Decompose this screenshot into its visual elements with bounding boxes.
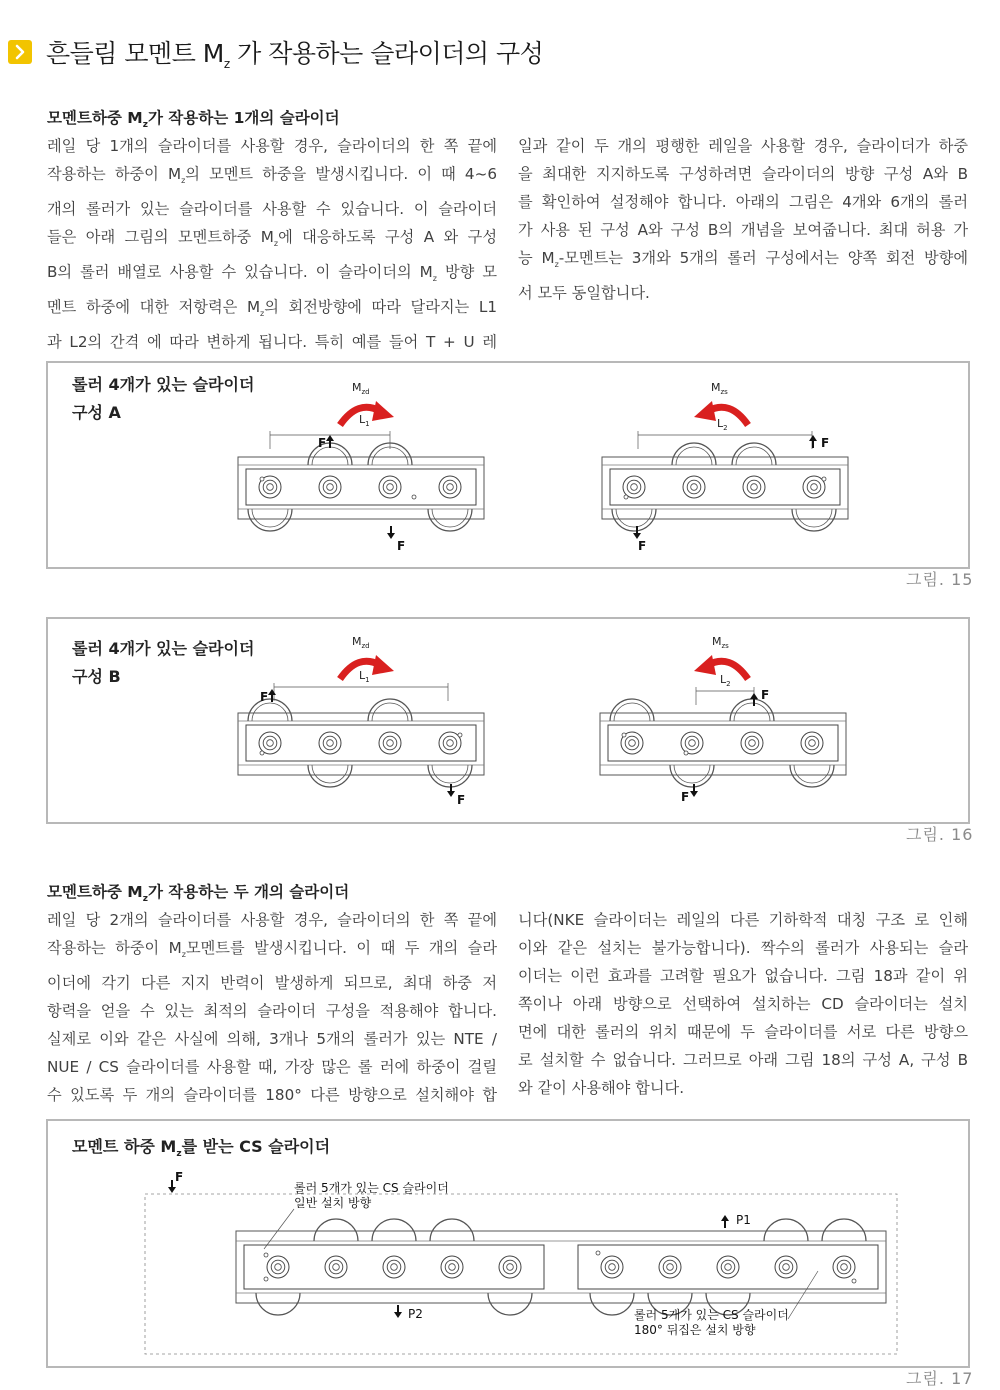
roller-outline (717, 1256, 739, 1278)
force-label: F (638, 539, 647, 553)
figure-15-caption: 그림. 15 (906, 570, 974, 589)
text-line: 들은 아래 그림의 모멘트하중 $M_z$에 대응하도록 구성 A 와 구성 (47, 228, 497, 248)
text-line: 이더는 이런 효과를 고려할 필요가 없습니다. 그림 18과 같이 위 (518, 967, 968, 985)
roller-outline (743, 476, 765, 498)
page-title: 흔들림 모멘트 $M_z$ 가 작용하는 슬라이더의 구성 (46, 39, 544, 71)
force-arrow-up-head (326, 435, 334, 441)
figure-17-frame (46, 1119, 970, 1368)
text-line: 로 설치할 수 없습니다. 그러므로 아래 그림 18의 구성 A, 구성 B (518, 1051, 968, 1069)
roller-outline (325, 1256, 347, 1278)
load-arrow-p1-head (721, 1215, 729, 1221)
roller-outline (833, 1256, 855, 1278)
dimension-label-l1: $L_1$ (359, 413, 370, 428)
roller-outline (741, 732, 763, 754)
text-line: 과 L2의 간격 에 따라 변하게 됩니다. 특히 예를 들어 T + U 레 (47, 333, 497, 351)
figure-16-drawing (48, 619, 968, 822)
force-arrow-up-head (809, 435, 817, 441)
text-line: 면에 대한 롤러의 위치 때문에 두 슬라이더를 서로 다른 방향으 (518, 1023, 968, 1041)
moment-label-mzs: $M_{zs}$ (711, 381, 728, 396)
text-line: 작용하는 하중이 $M_z$모멘트를 발생시킵니다. 이 때 두 개의 슬라 (47, 939, 497, 959)
note-flipped-orientation: 롤러 5개가 있는 CS 슬라이더 (634, 1308, 789, 1322)
load-label-p1: P1 (736, 1213, 751, 1227)
roller-outline (319, 732, 341, 754)
plate-screw (260, 751, 264, 755)
force-arrow-down-head (168, 1187, 176, 1193)
text-line: 이더에 각기 다른 지지 반력이 발생하게 되므로, 최대 하중 저 (47, 974, 497, 992)
force-label: F (175, 1170, 184, 1184)
text-line: 이와 같은 설치는 불가능합니다). 짝수의 롤러가 사용되는 슬라 (518, 939, 968, 957)
figure-16-frame (46, 617, 970, 824)
text-line: 수 있도록 두 개의 슬라이더를 180° 다른 방향으로 설치해야 합 (47, 1086, 497, 1104)
roller-outline (681, 732, 703, 754)
text-line: 레일 당 1개의 슬라이더를 사용할 경우, 슬라이더의 한 쪽 끝에 (47, 137, 497, 155)
note-flipped-orientation: 180° 뒤집은 설치 방향 (634, 1323, 756, 1337)
text-line: 항력을 얻을 수 있는 최적의 슬라이더 구성을 적용해야 합니다. (47, 1002, 497, 1020)
section1-right-column (518, 132, 968, 307)
text-line: 개의 롤러가 있는 슬라이더를 사용할 수 있습니다. 이 슬라이더 (47, 200, 497, 218)
plate-screw (412, 495, 416, 499)
moment-arrowhead (372, 655, 394, 675)
plate-screw (852, 1279, 856, 1283)
figure-16-caption: 그림. 16 (906, 825, 974, 844)
section2-title: 모멘트하중 $M_z$가 작용하는 두 개의 슬라이더 (47, 883, 350, 904)
force-label: F (761, 688, 770, 702)
text-line: 서 모두 동일합니다. (518, 284, 650, 302)
figure-15-label: 롤러 4개가 있는 슬라이더 구성 A (72, 375, 255, 422)
moment-label-mzs: $M_{zs}$ (712, 635, 729, 650)
roller-outline (601, 1256, 623, 1278)
section1-left-column (47, 132, 497, 356)
figure-17-drawing (48, 1121, 968, 1366)
roller-outline (383, 1256, 405, 1278)
plate-screw (264, 1277, 268, 1281)
text-line: NUE / CS 슬라이더를 사용할 때, 가장 많은 롤 러에 하중이 걸릴 (47, 1058, 497, 1076)
roller-outline (319, 476, 341, 498)
section2-right-column (518, 906, 968, 1102)
moment-arrowhead (372, 401, 394, 421)
plate-screw (260, 477, 264, 481)
roller-outline (499, 1256, 521, 1278)
note-normal-orientation: 롤러 5개가 있는 CS 슬라이더 (294, 1181, 449, 1195)
text-line: 일과 같이 두 개의 평행한 레일을 사용할 경우, 슬라이더가 하중 (518, 137, 968, 155)
figure-15-drawing (48, 363, 968, 567)
roller-outline (775, 1256, 797, 1278)
text-line: 을 최대한 지지하도록 구성하려면 슬라이더의 방향 구성 A와 B (518, 165, 968, 183)
note-normal-orientation: 일반 설치 방향 (294, 1196, 372, 1210)
dimension-label-l2: $L_2$ (720, 673, 731, 688)
figure-17-caption: 그림. 17 (906, 1369, 974, 1388)
force-label: F (681, 790, 690, 804)
plate-screw (458, 733, 462, 737)
roller-outline (659, 1256, 681, 1278)
roller-outline (441, 1256, 463, 1278)
text-line: 능 $M_z-$모멘트는 3개와 5개의 롤러 구성에서는 양쪽 회전 방향에 (518, 249, 968, 269)
text-line: 니다(NKE 슬라이더는 레일의 다른 기하학적 대칭 구조 로 인해 (518, 911, 968, 929)
plate-screw (596, 1251, 600, 1255)
figure-16-label: 롤러 4개가 있는 슬라이더 구성 B (72, 639, 255, 686)
slider-assembly (600, 699, 846, 787)
text-line: 쪽이나 아래 방향으로 선택하여 설치하는 CD 슬라이더는 설치 (518, 995, 968, 1013)
force-arrow-down-head (690, 791, 698, 797)
plate-screw (622, 733, 626, 737)
moment-label-mzd: $M_{zd}$ (352, 381, 370, 396)
force-label: F (397, 539, 406, 553)
figure-15-frame (46, 361, 970, 569)
section2-left-column (47, 906, 497, 1109)
section-marker-icon (8, 40, 32, 64)
roller-outline (683, 476, 705, 498)
force-arrow-down-head (387, 533, 395, 539)
figure-17-label: 모멘트 하중 $M_z$를 받는 CS 슬라이더 (72, 1137, 331, 1159)
text-line: B의 롤러 배열로 사용할 수 있습니다. 이 슬라이더의 $M_z$ 방향 모 (47, 263, 497, 283)
roller-outline (379, 476, 401, 498)
force-arrow-up-head (268, 689, 276, 695)
text-line: 작용하는 하중이 $M_z$의 모멘트 하중을 발생시킵니다. 이 때 4~6 (47, 165, 497, 185)
slider-assembly (602, 443, 848, 531)
section1-title: 모멘트하중 $M_z$가 작용하는 1개의 슬라이더 (47, 109, 340, 130)
force-label: F (821, 436, 830, 450)
force-arrow-down-head (447, 791, 455, 797)
slider-assembly (238, 443, 484, 531)
moment-label-mzd: $M_{zd}$ (352, 635, 370, 650)
roller-outline (379, 732, 401, 754)
text-line: 실제로 이와 같은 사실에 의해, 3개나 5개의 롤러가 있는 NTE / (47, 1030, 497, 1048)
text-line: 를 확인하여 설정해야 합니다. 아래의 그림은 4개와 6개의 롤러 (518, 193, 968, 211)
force-label: F (260, 690, 269, 704)
text-line: 와 같이 사용해야 합니다. (518, 1079, 685, 1097)
plate-screw (684, 751, 688, 755)
dimension-label-l1: $L_1$ (359, 669, 370, 684)
force-arrow-up-head (750, 693, 758, 699)
moment-arrowhead (694, 655, 716, 675)
dimension-label-l2: $L_2$ (717, 417, 728, 432)
slider-assembly (238, 699, 484, 787)
roller-outline (439, 476, 461, 498)
roller-outline (801, 732, 823, 754)
roller-outline (267, 1256, 289, 1278)
load-label-p2: P2 (408, 1307, 423, 1321)
load-arrow-p2-head (394, 1312, 402, 1318)
force-label: F (318, 436, 327, 450)
plate-screw (822, 477, 826, 481)
plate-screw (624, 495, 628, 499)
text-line: 레일 당 2개의 슬라이더를 사용할 경우, 슬라이더의 한 쪽 끝에 (47, 911, 497, 929)
moment-arrowhead (694, 401, 716, 421)
plate-screw (264, 1253, 268, 1257)
text-line: 가 사용 된 구성 A와 구성 B의 개념을 보여줍니다. 최대 허용 가 (518, 221, 968, 239)
text-line: 멘트 하중에 대한 저항력은 $M_z$의 회전방향에 따라 달라지는 L1 (47, 298, 497, 318)
force-label: F (457, 793, 466, 807)
